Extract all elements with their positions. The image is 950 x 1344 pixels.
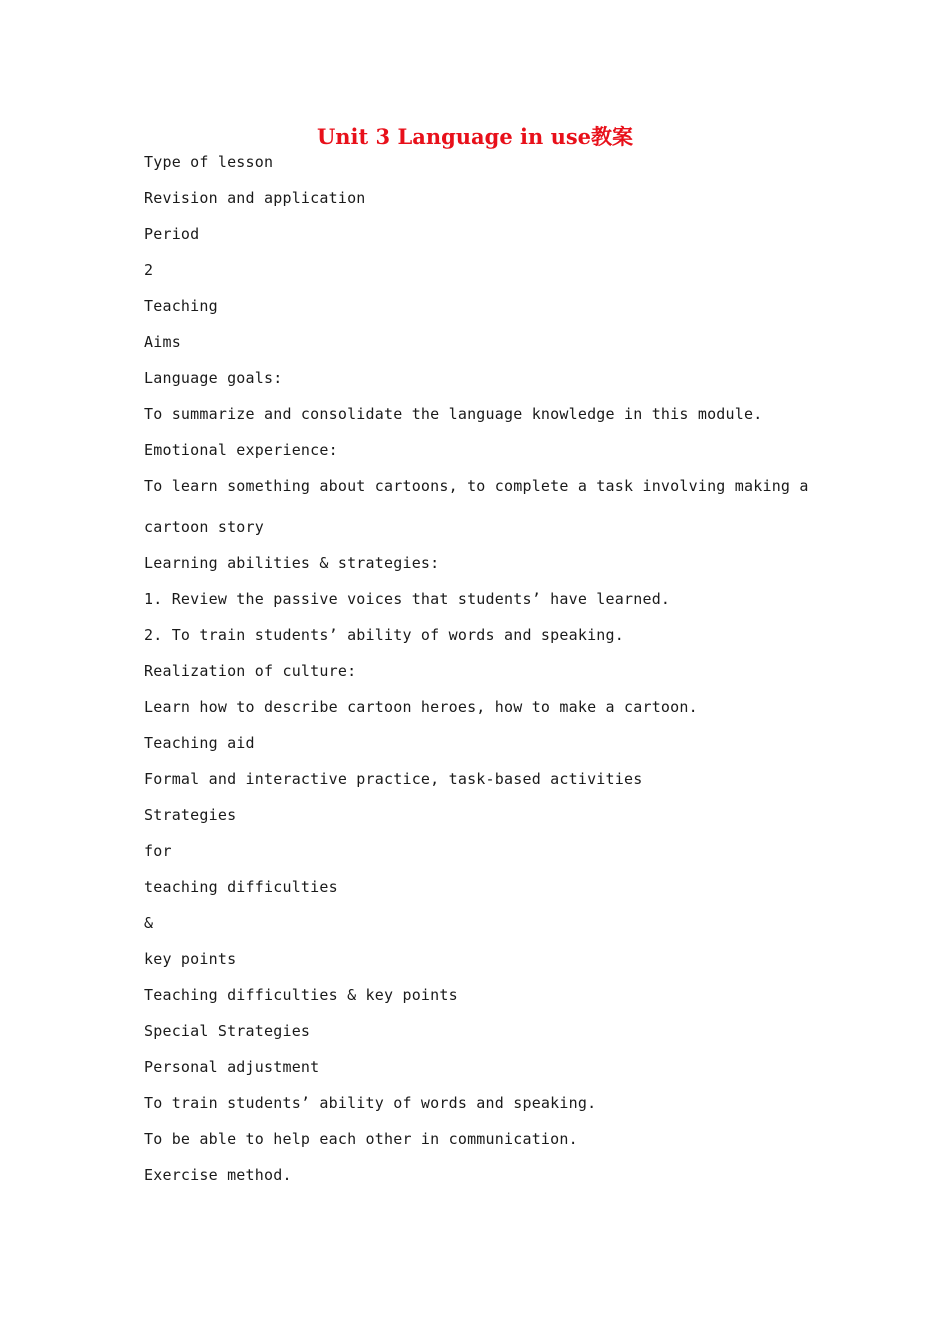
text-line-key-points: key points <box>144 950 237 968</box>
text-line-teaching: Teaching <box>144 297 218 315</box>
text-line-teaching-aid: Teaching aid <box>144 734 255 752</box>
text-line-special-strategies: Special Strategies <box>144 1022 311 1040</box>
page-title: Unit 3 Language in use教案 <box>316 124 634 149</box>
text-line-cartoon-story: cartoon story <box>144 518 264 536</box>
text-line-for: for <box>144 842 172 860</box>
text-line-review-passive: 1. Review the passive voices that students’ have learned. <box>144 590 671 608</box>
text-line-formal-practice: Formal and interactive practice, task-based activities <box>144 770 643 788</box>
text-line-type-of-lesson: Type of lesson <box>144 153 274 171</box>
text-line-teaching-difficulties: teaching difficulties <box>144 878 338 896</box>
text-line-period: Period <box>144 225 200 243</box>
text-line-ampersand: & <box>144 914 154 932</box>
text-line-period-value: 2 <box>144 261 154 279</box>
text-line-learning-abilities: Learning abilities & strategies: <box>144 554 440 572</box>
text-line-difficulties-key-points: Teaching difficulties & key points <box>144 986 458 1004</box>
text-line-personal-adjustment: Personal adjustment <box>144 1058 320 1076</box>
text-line-train-ability-2: To train students’ ability of words and speaking. <box>144 1094 597 1112</box>
text-line-help-each-other: To be able to help each other in communication. <box>144 1130 578 1148</box>
text-line-summarize: To summarize and consolidate the language knowledge in this module. <box>144 405 763 423</box>
text-line-language-goals: Language goals: <box>144 369 283 387</box>
text-line-exercise-method: Exercise method. <box>144 1166 292 1184</box>
text-line-emotional-experience: Emotional experience: <box>144 441 338 459</box>
text-line-learn-cartoons: To learn something about cartoons, to complete a task involving making a <box>144 477 809 495</box>
text-line-strategies: Strategies <box>144 806 237 824</box>
text-line-train-ability: 2. To train students’ ability of words and speaking. <box>144 626 624 644</box>
text-line-revision: Revision and application <box>144 189 366 207</box>
text-line-realization-culture: Realization of culture: <box>144 662 357 680</box>
text-line-aims: Aims <box>144 333 181 351</box>
text-line-describe-heroes: Learn how to describe cartoon heroes, how to make a cartoon. <box>144 698 698 716</box>
